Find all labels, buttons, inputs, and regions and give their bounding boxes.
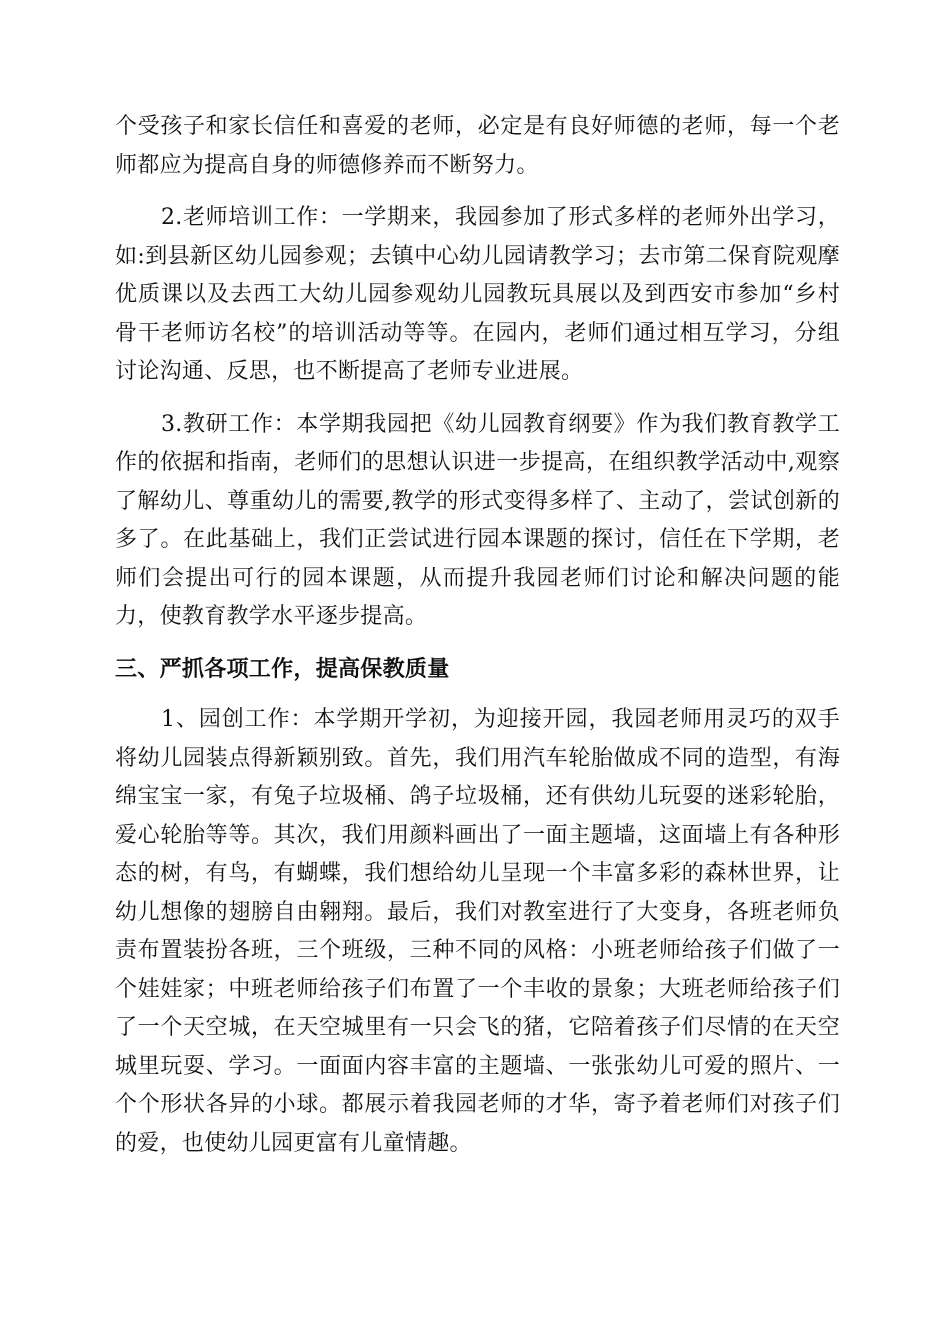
document-body <box>115 108 840 1177</box>
paragraph-continuation: 个受孩子和家长信任和喜爱的老师，必定是有良好师德的老师，每一个老师都应为提高自身的师德修养而不断努力。 <box>115 114 840 178</box>
paragraph-teaching-research: 3.教研工作：本学期我园把《幼儿园教育纲要》作为我们教育教学工作的依据和指南，老师们的思想认识进一步提高，在组织教学活动中,观察了解幼儿、尊重幼儿的需要,教学的形式变得多样了、主动了，尝试创新的多了。在此基础上，我们正尝试进行园本课题的探讨，信任在下学期，老师们会提出可行的园本课题，从而提升我园老师们讨论和解决问题的能力，使教育教学水平逐步提高。 <box>115 411 840 629</box>
paragraph-teacher-training: 2.老师培训工作：一学期来，我园参加了形式多样的老师外出学习，如:到县新区幼儿园参观；去镇中心幼儿园请教学习；去市第二保育院观摩优质课以及去西工大幼儿园参观幼儿园教玩具展以及到西安市参加“乡村骨干老师访名校”的培训活动等等。在园内，老师们通过相互学习，分组讨论沟通、反思，也不断提高了老师专业进展。 <box>115 205 840 384</box>
paragraph-kindergarten-creation: 1、园创工作：本学期开学初，为迎接开园，我园老师用灵巧的双手将幼儿园装点得新颖别致。首先，我们用汽车轮胎做成不同的造型，有海绵宝宝一家，有兔子垃圾桶、鸽子垃圾桶，还有供幼儿玩耍的迷彩轮胎，爱心轮胎等等。其次，我们用颜料画出了一面主题墙，这面墙上有各种形态的树，有鸟，有蝴蝶，我们想给幼儿呈现一个丰富多彩的森林世界，让幼儿想像的翅膀自由翱翔。最后，我们对教室进行了大变身，各班老师负责布置装扮各班，三个班级，三种不同的风格：小班老师给孩子们做了一个娃娃家；中班老师给孩子们布置了一个丰收的景象；大班老师给孩子们了一个天空城，在天空城里有一只会飞的猪，它陪着孩子们尽情的在天空城里玩耍、学习。一面面内容丰富的主题墙、一张张幼儿可爱的照片、一个个形状各异的小球。都展示着我园老师的才华，寄予着老师们对孩子们的爱，也使幼儿园更富有儿童情趣。 <box>115 707 840 1156</box>
section-heading: 三、严抓各项工作，提高保教质量 <box>115 656 450 682</box>
